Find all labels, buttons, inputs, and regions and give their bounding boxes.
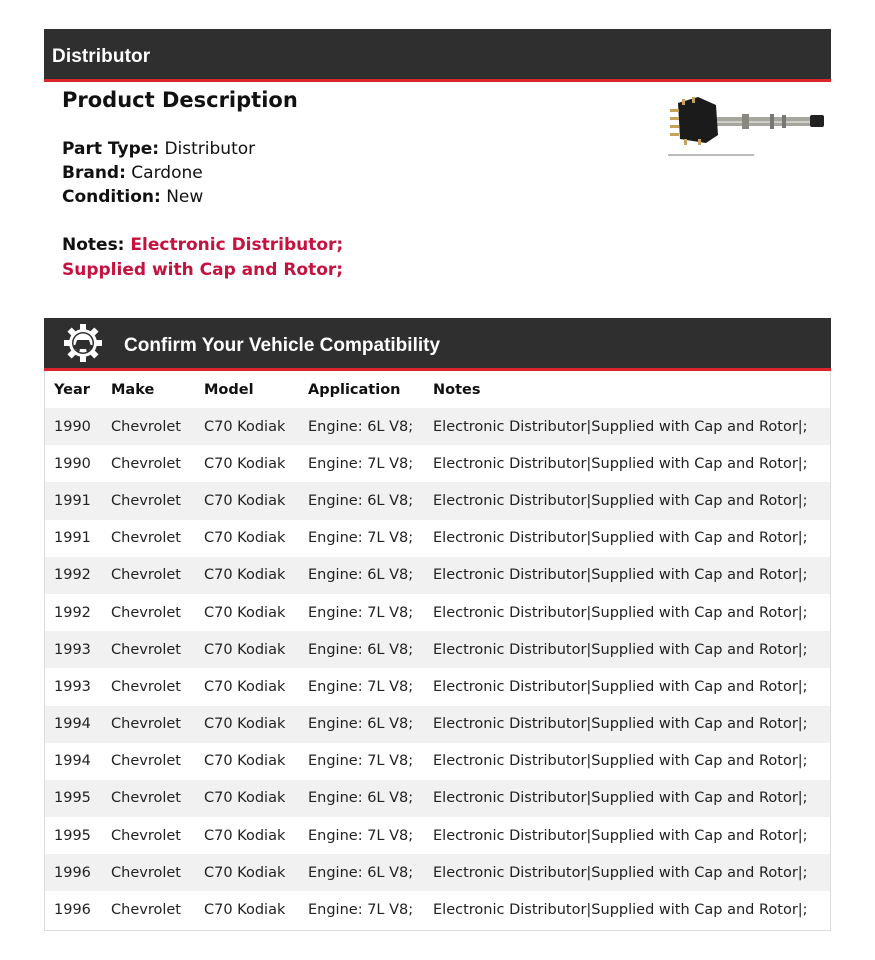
- cell-model: C70 Kodiak: [204, 455, 286, 472]
- cell-make: Chevrolet: [111, 557, 204, 594]
- cell-model: C70 Kodiak: [204, 482, 308, 519]
- table-row: [45, 891, 830, 928]
- table-row: [45, 445, 830, 482]
- compatibility-table: [45, 371, 830, 929]
- table-row: [45, 706, 830, 743]
- column-header-year: Year: [54, 381, 90, 398]
- table-row: [45, 482, 830, 519]
- cell-notes: Electronic Distributor|Supplied with Cap and Rotor|;: [433, 854, 830, 891]
- notes-label: Notes:: [62, 235, 125, 255]
- cell-model: C70 Kodiak: [204, 557, 308, 594]
- cell-make: Chevrolet: [111, 854, 204, 891]
- cell-application: Engine: 7L V8;: [308, 902, 414, 919]
- cell-year: 1991: [54, 530, 91, 547]
- cell-make: Chevrolet: [111, 455, 181, 472]
- table-row: [45, 780, 830, 817]
- cell-application: Engine: 6L V8;: [308, 780, 433, 817]
- table-row: [45, 817, 830, 854]
- table-row: [45, 743, 830, 780]
- cell-model: C70 Kodiak: [204, 780, 308, 817]
- cell-model: C70 Kodiak: [204, 678, 286, 695]
- cell-year: 1991: [45, 482, 111, 519]
- cell-notes: Electronic Distributor|Supplied with Cap and Rotor|;: [433, 455, 808, 472]
- brand-label: Brand:: [62, 163, 126, 183]
- cell-year: 1995: [54, 827, 91, 844]
- table-row: [45, 520, 830, 557]
- cell-application: Engine: 7L V8;: [308, 753, 414, 770]
- brand-line: [62, 161, 203, 185]
- cell-application: Engine: 6L V8;: [308, 482, 433, 519]
- table-row: [45, 631, 830, 668]
- cell-model: C70 Kodiak: [204, 753, 286, 770]
- table-header-row: [45, 371, 830, 408]
- condition-line: [62, 185, 203, 209]
- cell-application: Engine: 7L V8;: [308, 530, 414, 547]
- product-title-banner: [44, 29, 831, 82]
- table-row: [45, 557, 830, 594]
- cell-application: Engine: 6L V8;: [308, 557, 433, 594]
- cell-make: Chevrolet: [111, 780, 204, 817]
- product-title: Distributor: [52, 46, 151, 67]
- cell-year: 1996: [45, 854, 111, 891]
- cell-model: C70 Kodiak: [204, 706, 308, 743]
- cell-model: C70 Kodiak: [204, 854, 308, 891]
- table-row: [45, 408, 830, 445]
- cell-year: 1990: [54, 455, 91, 472]
- cell-application: Engine: 6L V8;: [308, 631, 433, 668]
- cell-make: Chevrolet: [111, 408, 204, 445]
- cell-model: C70 Kodiak: [204, 408, 308, 445]
- cell-application: Engine: 7L V8;: [308, 678, 414, 695]
- cell-year: 1994: [54, 753, 91, 770]
- cell-notes: Electronic Distributor|Supplied with Cap and Rotor|;: [433, 530, 808, 547]
- table-row: [45, 668, 830, 705]
- cell-year: 1990: [45, 408, 111, 445]
- cell-notes: Electronic Distributor|Supplied with Cap and Rotor|;: [433, 604, 808, 621]
- cell-notes: Electronic Distributor|Supplied with Cap and Rotor|;: [433, 753, 808, 770]
- cell-notes: Electronic Distributor|Supplied with Cap and Rotor|;: [433, 706, 830, 743]
- distributor-product-image: [664, 95, 826, 159]
- cell-application: Engine: 7L V8;: [308, 455, 414, 472]
- cell-year: 1996: [54, 902, 91, 919]
- gear-car-icon: [64, 324, 102, 362]
- cell-notes: Electronic Distributor|Supplied with Cap and Rotor|;: [433, 678, 808, 695]
- column-header-model: Model: [204, 381, 254, 398]
- cell-model: C70 Kodiak: [204, 902, 286, 919]
- cell-application: Engine: 7L V8;: [308, 604, 414, 621]
- notes-value: Electronic Distributor; Supplied with Cap and Rotor;: [62, 235, 344, 280]
- table-row: [45, 594, 830, 631]
- cell-notes: Electronic Distributor|Supplied with Cap and Rotor|;: [433, 408, 830, 445]
- product-description-heading: Product Description: [62, 88, 298, 112]
- cell-year: 1992: [45, 557, 111, 594]
- column-header-application: Application: [308, 381, 401, 398]
- compatibility-table-container: [44, 371, 831, 931]
- cell-make: Chevrolet: [111, 482, 204, 519]
- cell-notes: Electronic Distributor|Supplied with Cap and Rotor|;: [433, 482, 830, 519]
- cell-year: 1992: [54, 604, 91, 621]
- cell-make: Chevrolet: [111, 631, 204, 668]
- compatibility-title: Confirm Your Vehicle Compatibility: [124, 335, 441, 356]
- cell-notes: Electronic Distributor|Supplied with Cap and Rotor|;: [433, 780, 830, 817]
- cell-year: 1993: [54, 678, 91, 695]
- cell-model: C70 Kodiak: [204, 604, 286, 621]
- cell-make: Chevrolet: [111, 530, 181, 547]
- cell-application: Engine: 6L V8;: [308, 706, 433, 743]
- cell-model: C70 Kodiak: [204, 530, 286, 547]
- cell-make: Chevrolet: [111, 827, 181, 844]
- compatibility-banner: [44, 318, 831, 371]
- cell-notes: Electronic Distributor|Supplied with Cap and Rotor|;: [433, 631, 830, 668]
- table-row: [45, 854, 830, 891]
- cell-year: 1995: [45, 780, 111, 817]
- cell-year: 1994: [45, 706, 111, 743]
- cell-make: Chevrolet: [111, 706, 204, 743]
- cell-notes: Electronic Distributor|Supplied with Cap and Rotor|;: [433, 557, 830, 594]
- brand-value: Cardone: [131, 163, 203, 183]
- cell-year: 1993: [45, 631, 111, 668]
- condition-value: New: [166, 187, 204, 207]
- part-type-line: [62, 137, 255, 161]
- cell-make: Chevrolet: [111, 678, 181, 695]
- cell-model: C70 Kodiak: [204, 827, 286, 844]
- cell-make: Chevrolet: [111, 753, 181, 770]
- cell-make: Chevrolet: [111, 604, 181, 621]
- cell-model: C70 Kodiak: [204, 631, 308, 668]
- notes-block: [62, 233, 422, 283]
- cell-application: Engine: 6L V8;: [308, 854, 433, 891]
- cell-notes: Electronic Distributor|Supplied with Cap and Rotor|;: [433, 827, 808, 844]
- cell-application: Engine: 7L V8;: [308, 827, 414, 844]
- column-header-notes: Notes: [433, 381, 481, 398]
- cell-make: Chevrolet: [111, 902, 181, 919]
- column-header-make: Make: [111, 381, 155, 398]
- cell-notes: Electronic Distributor|Supplied with Cap and Rotor|;: [433, 902, 808, 919]
- condition-label: Condition:: [62, 187, 161, 207]
- part-type-label: Part Type:: [62, 139, 160, 159]
- part-type-value: Distributor: [164, 139, 256, 159]
- cell-application: Engine: 6L V8;: [308, 408, 433, 445]
